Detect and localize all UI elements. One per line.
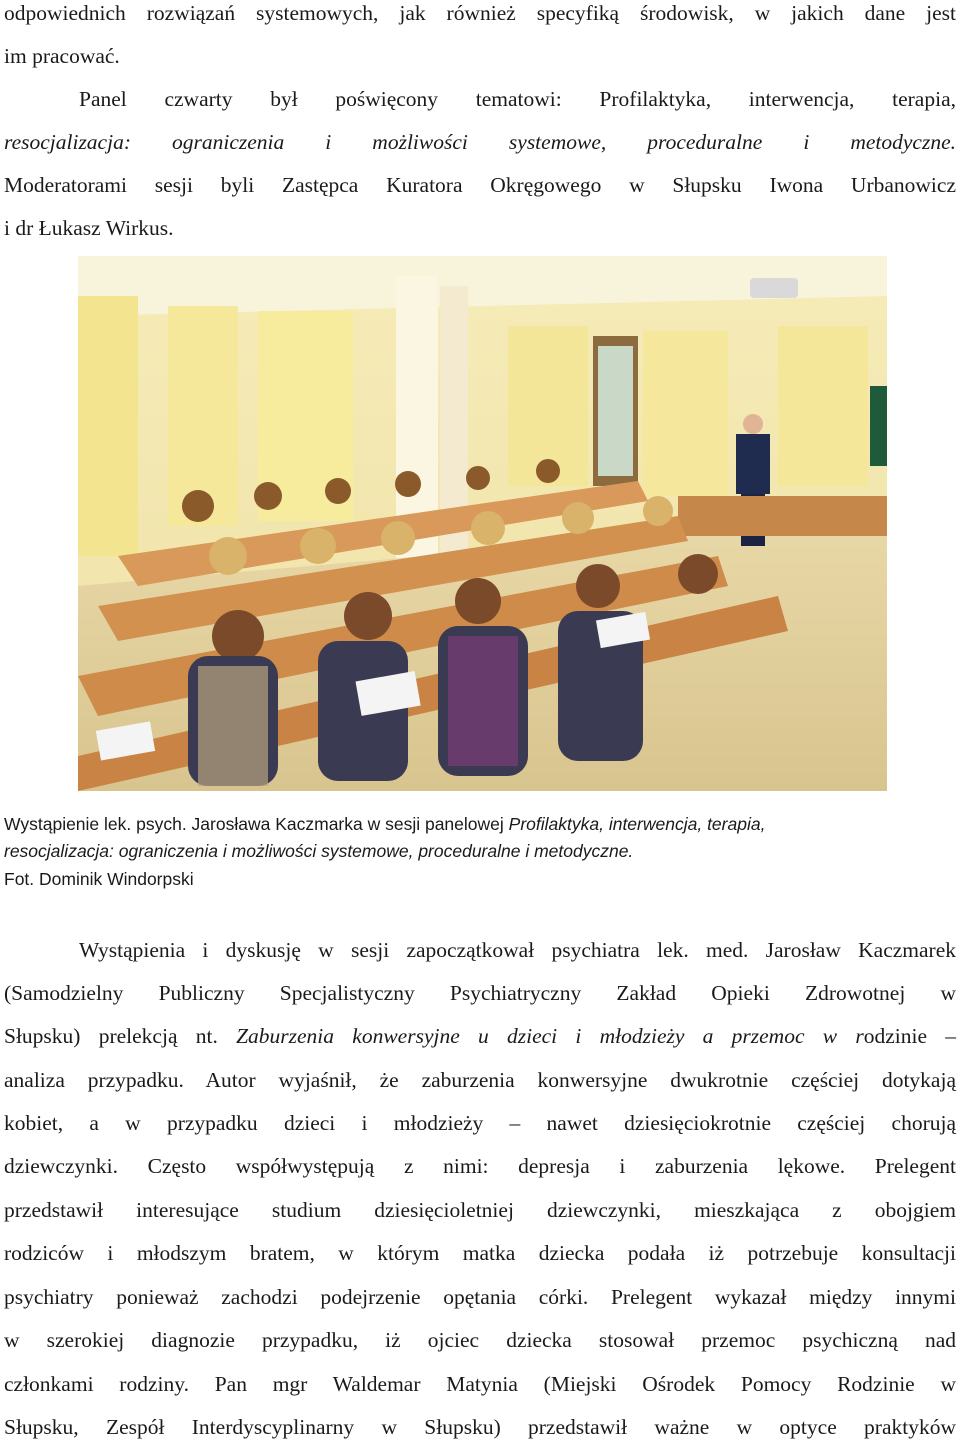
body-line-10: w szerokiej diagnozie przypadku, iż ojciec dziecka stosował przemoc psychiczną nad xyxy=(4,1328,956,1352)
body-line-11: członkami rodziny. Pan mgr Waldemar Matynia (Miejski Ośrodek Pomocy Rodzinie w xyxy=(4,1372,956,1396)
body-line-12: Słupsku, Zespół Interdyscyplinarny w Słupsku) przedstawił ważne w optyce praktyków xyxy=(4,1415,956,1439)
body-line-9: psychiatry ponieważ zachodzi podejrzenie opętania córki. Prelegent wykazał między innymi xyxy=(4,1285,956,1309)
photo-credit: Fot. Dominik Windorpski xyxy=(4,869,194,889)
photo-caption-line2: resocjalizacja: ograniczenia i możliwości systemowe, proceduralne i metodyczne. xyxy=(4,841,634,861)
body-line-8: rodziców i młodszym bratem, w którym matka dziecka podała iż potrzebuje konsultacji xyxy=(4,1241,956,1265)
body-line-6: dziewczynki. Często współwystępują z nimi: depresja i zaburzenia lękowe. Prelegent xyxy=(4,1154,956,1178)
panel4-moderators-line1: Moderatorami sesji byli Zastępca Kuratora Okręgowego w Słupsku Iwona Urbanowicz xyxy=(4,173,956,197)
lecture-hall-photo xyxy=(78,256,887,791)
caption-plain: Wystąpienie lek. psych. Jarosława Kaczmarka w sesji panelowej xyxy=(4,814,504,834)
body-line-7: przedstawił interesujące studium dziesięcioletniej dziewczynki, mieszkająca z obojgiem xyxy=(4,1198,956,1222)
panel4-moderators-line2: i dr Łukasz Wirkus. xyxy=(4,216,174,240)
body-line-2: (Samodzielny Publiczny Specjalistyczny Psychiatryczny Zakład Opieki Zdrowotnej w xyxy=(4,981,956,1005)
photo-caption-line1 xyxy=(4,811,956,837)
body-line-4: analiza przypadku. Autor wyjaśnił, że zaburzenia konwersyjne dwukrotnie częściej dotykają xyxy=(4,1068,956,1092)
body-line-1: Wystąpienia i dyskusję w sesji zapoczątkował psychiatra lek. med. Jarosław Kaczmarek xyxy=(79,938,956,962)
panel4-topic-line2: resocjalizacja: ograniczenia i możliwości systemowe, proceduralne i metodyczne. xyxy=(4,130,956,154)
caption-italic-start: Profilaktyka, interwencja, terapia, xyxy=(508,814,766,834)
body-line-3-plain: Słupsku) prelekcją nt. xyxy=(4,1024,218,1048)
body-line-5: kobiet, a w przypadku dzieci i młodzieży – nawet dziesięciokrotnie częściej chorują xyxy=(4,1111,956,1135)
body-line-3 xyxy=(4,1023,956,1049)
panel4-lead: Panel czwarty był poświęcony tematowi: Profilaktyka, interwencja, terapia, xyxy=(79,87,956,111)
intro-line-1: odpowiednich rozwiązań systemowych, jak również specyfiką środowisk, w jakich dane jest xyxy=(4,1,956,25)
talk-title: Zaburzenia konwersyjne u dzieci i młodzieży a przemoc w r xyxy=(236,1024,864,1048)
intro-line-2: im pracować. xyxy=(4,44,120,68)
body-line-3-end: odzinie – xyxy=(863,1024,956,1048)
